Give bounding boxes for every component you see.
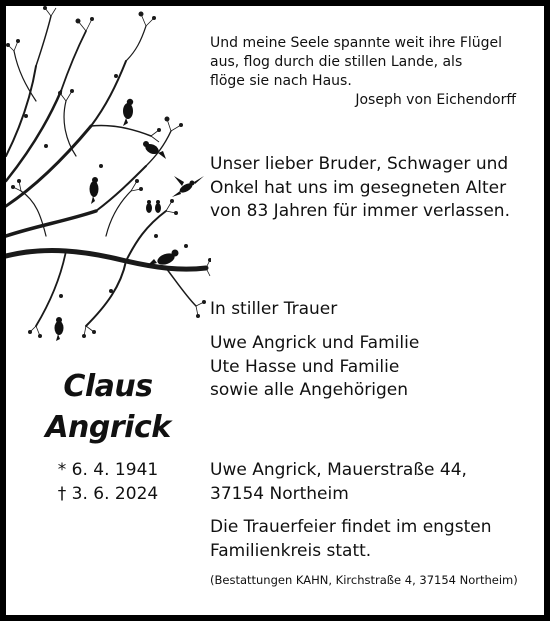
announcement-line: Onkel hat uns im gesegneten Alter	[210, 177, 507, 198]
mourner-line: sowie alle Angehörigen	[210, 380, 409, 400]
funeral-line: Die Trauerfeier findet im engsten	[210, 517, 492, 537]
mourning-heading: In stiller Trauer	[210, 299, 338, 319]
mourner-line: Uwe Angrick und Familie	[210, 333, 420, 353]
announcement-text	[210, 153, 510, 224]
address-line: 37154 Northeim	[210, 483, 349, 504]
bird-icon	[155, 200, 161, 213]
address-line: Uwe Angrick, Mauerstraße 44,	[210, 460, 467, 480]
mourner-line: Ute Hasse und Familie	[210, 356, 400, 377]
quote-author: Joseph von Eichendorff	[355, 92, 516, 108]
birth-date: * 6. 4. 1941	[57, 460, 159, 480]
quote-line: Und meine Seele spannte weit ihre Flügel	[210, 35, 503, 51]
hummingbird-icon	[172, 176, 204, 197]
bird-icon	[90, 177, 99, 204]
funeral-line: Familienkreis statt.	[210, 540, 372, 561]
bird-icon	[147, 250, 179, 267]
contact-address	[210, 459, 467, 506]
bird-icon	[146, 200, 152, 213]
mourners-list	[210, 332, 419, 403]
funeral-home-footer: (Bestattungen KAHN, Kirchstraße 4, 37154 Northeim)	[210, 573, 518, 587]
deceased-last-name: Angrick	[45, 410, 171, 445]
quote-line: aus, flog durch die stillen Lande, als	[210, 54, 463, 70]
bird-icon	[123, 99, 133, 126]
deceased-first-name: Claus	[63, 369, 153, 404]
funeral-info	[210, 516, 491, 563]
announcement-line: Unser lieber Bruder, Schwager und	[210, 154, 509, 174]
quote-line: flöge sie nach Haus.	[210, 73, 352, 89]
announcement-line: von 83 Jahren für immer verlassen.	[210, 201, 510, 221]
poem-quote	[210, 34, 530, 110]
death-date: † 3. 6. 2024	[57, 484, 159, 504]
tree-with-birds-illustration	[6, 6, 211, 351]
bird-icon	[55, 317, 64, 341]
